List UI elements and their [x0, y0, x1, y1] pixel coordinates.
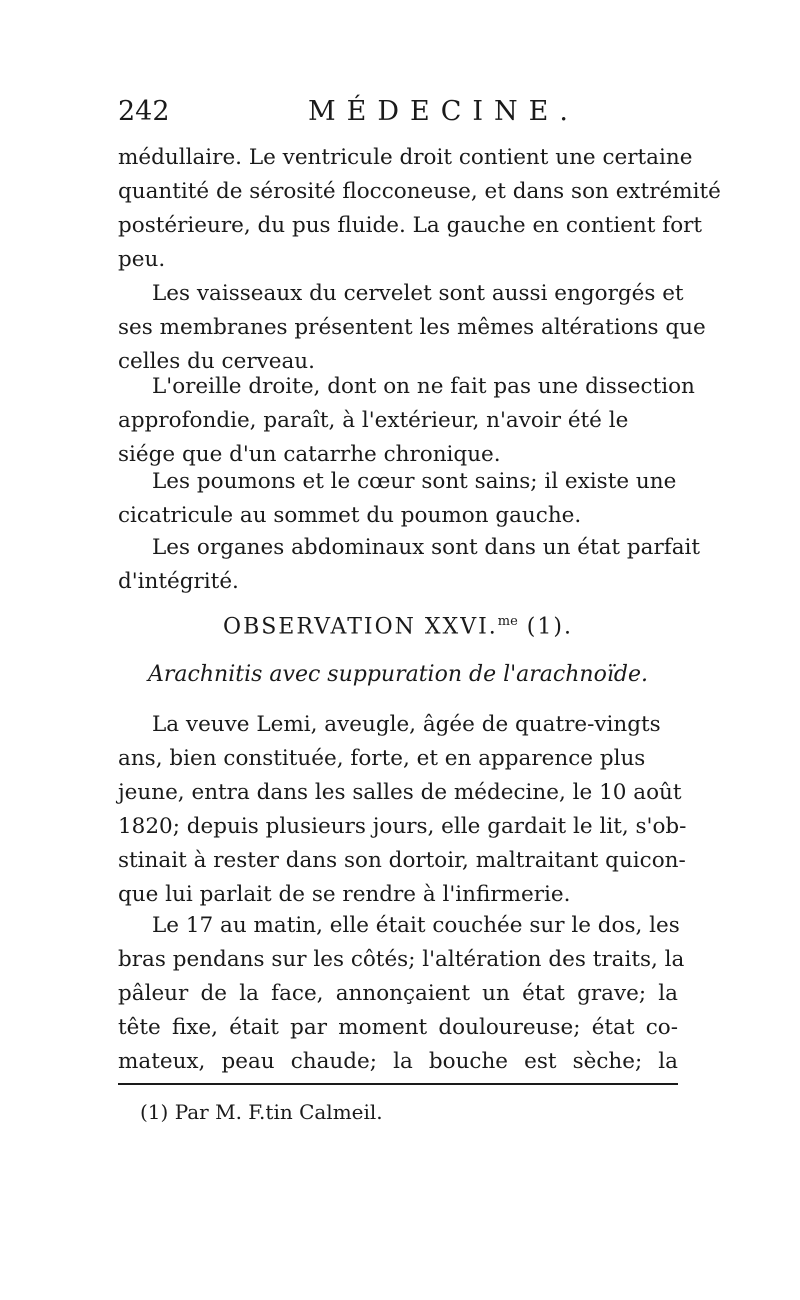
- paragraph-4: [118, 465, 678, 533]
- text-line: bras pendans sur les côtés; l'altération des traits, la: [118, 947, 685, 972]
- text-line: pâleur de la face, annonçaient un état grave; la: [118, 981, 678, 1006]
- text-line: jeune, entra dans les salles de médecine, le 10 août: [118, 780, 682, 805]
- footnote-reference: (1).: [526, 614, 573, 640]
- text-line: La veuve Lemi, aveugle, âgée de quatre-vingts: [152, 712, 661, 737]
- text-line: ses membranes présentent les mêmes altérations que: [118, 315, 706, 340]
- paragraph-3: [118, 370, 695, 472]
- text-line: Les organes abdominaux sont dans un état parfait: [152, 535, 701, 560]
- text-line: stinait à rester dans son dortoir, maltraitant quicon-: [118, 848, 686, 873]
- paragraph-5: [118, 531, 701, 599]
- observation-title: [118, 614, 678, 639]
- text-line: Le 17 au matin, elle était couchée sur le dos, les: [152, 913, 680, 938]
- text-line: L'oreille droite, dont on ne fait pas une dissection: [152, 374, 695, 399]
- text-line: peu.: [118, 247, 166, 272]
- text-line: Les vaisseaux du cervelet sont aussi engorgés et: [152, 281, 684, 306]
- text-line: approfondie, paraît, à l'extérieur, n'avoir été le: [118, 408, 629, 433]
- text-line: ans, bien constituée, forte, et en apparence plus: [118, 746, 646, 771]
- text-line: mateux, peau chaude; la bouche est sèche; la: [118, 1049, 678, 1074]
- paragraph-1: [118, 141, 721, 277]
- paragraph-2: [118, 277, 706, 379]
- observation-subtitle: Arachnitis avec suppuration de l'arachnoïde.: [148, 662, 648, 687]
- paragraph-7: [118, 909, 685, 1079]
- text-line: siége que d'un catarrhe chronique.: [118, 442, 501, 467]
- page-number: 242: [118, 96, 170, 127]
- text-line: postérieure, du pus fluide. La gauche en contient fort: [118, 213, 703, 238]
- text-line: 1820; depuis plusieurs jours, elle gardait le lit, s'ob-: [118, 814, 687, 839]
- observation-heading: OBSERVATION XXVI.: [223, 614, 498, 640]
- footnote-divider: [118, 1083, 678, 1085]
- text-line: que lui parlait de se rendre à l'infirmerie.: [118, 882, 571, 907]
- footnote: (1) Par M. F.tin Calmeil.: [140, 1100, 383, 1124]
- text-line: cicatricule au sommet du poumon gauche.: [118, 503, 582, 528]
- paragraph-6: [118, 708, 687, 912]
- text-line: d'intégrité.: [118, 569, 239, 594]
- page-header: [118, 96, 678, 136]
- text-line: médullaire. Le ventricule droit contient une certaine: [118, 145, 693, 170]
- text-line: Les poumons et le cœur sont sains; il existe une: [152, 469, 677, 494]
- running-head: MÉDECINE.: [308, 96, 579, 127]
- text-line: celles du cerveau.: [118, 349, 315, 374]
- text-line: quantité de sérosité flocconeuse, et dans son extrémité: [118, 179, 721, 204]
- ordinal-suffix: me: [497, 614, 518, 629]
- text-line: tête fixe, était par moment douloureuse; état co-: [118, 1015, 678, 1040]
